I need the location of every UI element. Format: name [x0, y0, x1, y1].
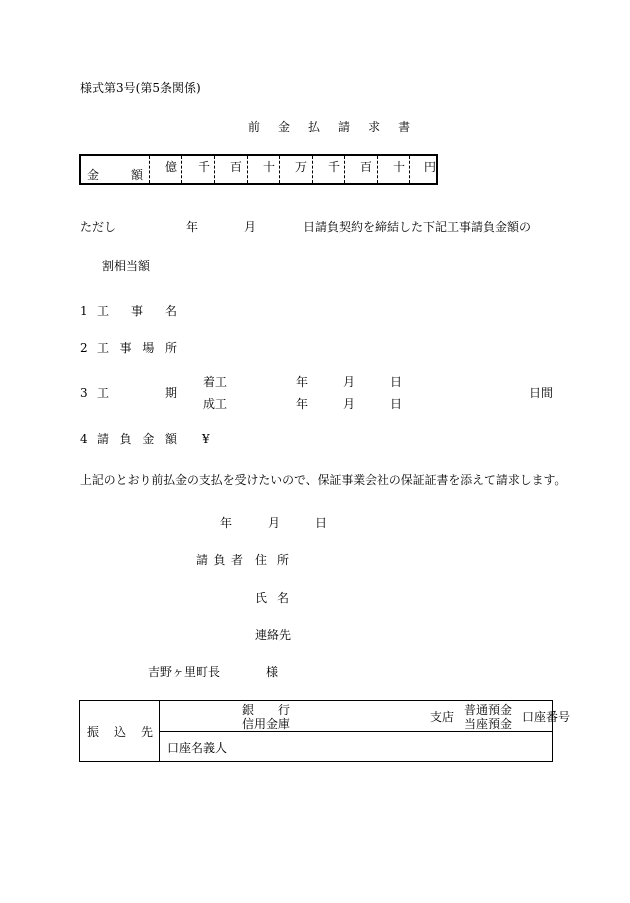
title-char: 書 — [398, 120, 411, 134]
label-char: 氏 — [255, 591, 268, 605]
period-end-month: 月 — [343, 397, 356, 411]
label-char: 住 — [255, 553, 268, 567]
amount-divider — [377, 156, 378, 183]
amount-unit: 円 — [424, 160, 437, 174]
deposit-type-current: 当座預金 — [464, 717, 513, 731]
bank-info-row[interactable] — [160, 701, 571, 732]
period-end-label: 成工 — [203, 397, 228, 411]
period-end-year: 年 — [296, 397, 309, 411]
amount-unit: 万 — [295, 160, 308, 174]
amount-unit: 百 — [230, 160, 243, 174]
label-char: 事 — [130, 304, 143, 318]
item-label-contract-amount — [97, 433, 177, 445]
amount-divider — [247, 156, 248, 183]
amount-divider — [409, 156, 410, 183]
label-char: 込 — [113, 725, 126, 739]
amount-unit: 百 — [360, 160, 373, 174]
label-char: 銀 — [242, 703, 255, 717]
title-char: 払 — [308, 120, 321, 134]
label-char: 工 — [97, 386, 110, 400]
label-char: 名 — [276, 591, 289, 605]
amount-unit: 千 — [328, 160, 341, 174]
amount-label — [87, 166, 143, 183]
label-char: 先 — [140, 725, 153, 739]
label-char: 所 — [276, 553, 289, 567]
period-start-day: 日 — [390, 375, 403, 389]
label-char: 工 — [97, 341, 110, 355]
amount-divider — [214, 156, 215, 183]
document-title — [248, 121, 410, 133]
title-char: 金 — [278, 120, 291, 134]
intro-year: 年 — [186, 220, 199, 234]
bank-label-cell — [80, 701, 160, 761]
claimant-contact-label: 連絡先 — [255, 628, 292, 642]
period-start-label: 着工 — [203, 375, 228, 389]
amount-divider — [279, 156, 280, 183]
period-start-month: 月 — [343, 375, 356, 389]
label-char: 負 — [213, 553, 226, 567]
date-month: 月 — [268, 516, 281, 530]
item-number: 2 — [80, 341, 88, 355]
label-char: 金 — [142, 432, 155, 446]
label-char: 事 — [119, 341, 132, 355]
amount-label-char: 金 — [87, 168, 100, 182]
amount-box[interactable] — [79, 154, 438, 185]
label-char: 額 — [164, 432, 177, 446]
claimant-address-label — [255, 554, 289, 566]
date-year: 年 — [220, 516, 233, 530]
label-char: 請 — [97, 432, 110, 446]
amount-divider — [149, 156, 150, 183]
item-number: 3 — [80, 386, 88, 400]
bank-label — [87, 726, 153, 738]
period-start-year: 年 — [296, 375, 309, 389]
amount-divider — [312, 156, 313, 183]
deposit-type-ordinary: 普通預金 — [464, 703, 513, 717]
amount-unit: 千 — [198, 160, 211, 174]
label-char: 場 — [142, 341, 155, 355]
item-label-construction-site — [97, 342, 177, 354]
period-days: 日間 — [529, 386, 554, 400]
addressee-honorific: 様 — [266, 665, 279, 679]
label-char: 負 — [119, 432, 132, 446]
addressee-name: 吉野ヶ里町長 — [148, 665, 221, 679]
yen-sign: ¥ — [202, 432, 210, 446]
intro-lead: ただし — [80, 220, 117, 234]
label-char: 行 — [277, 703, 290, 717]
claimant-title — [196, 554, 243, 566]
title-char: 求 — [368, 120, 381, 134]
label-char: 者 — [230, 553, 243, 567]
amount-unit: 十 — [393, 160, 406, 174]
title-char: 前 — [248, 120, 261, 134]
account-holder-label: 口座名義人 — [167, 741, 228, 755]
label-char: 請 — [196, 553, 209, 567]
bank-type-line1 — [242, 704, 290, 716]
intro-month: 月 — [244, 220, 257, 234]
bank-transfer-table — [79, 700, 571, 762]
bank-type-line2: 信用金庫 — [242, 717, 291, 731]
claimant-name-label — [255, 592, 289, 604]
amount-divider — [344, 156, 345, 183]
title-char: 請 — [338, 120, 351, 134]
date-day: 日 — [315, 516, 328, 530]
label-char: 期 — [164, 386, 177, 400]
label-char: 工 — [97, 304, 110, 318]
branch-label: 支店 — [430, 710, 455, 724]
item-number: 4 — [80, 432, 88, 446]
amount-unit: 億 — [165, 160, 178, 174]
amount-unit: 十 — [263, 160, 276, 174]
amount-divider — [181, 156, 182, 183]
label-char: 所 — [164, 341, 177, 355]
item-label-construction-period — [97, 387, 177, 399]
intro-text: 日請負契約を締結した下記工事請負金額の — [303, 220, 532, 234]
form-number: 様式第3号(第5条関係) — [80, 81, 201, 95]
item-label-construction-name — [97, 305, 177, 317]
label-char: 振 — [87, 725, 100, 739]
account-number-label: 口座番号 — [522, 710, 571, 724]
period-end-day: 日 — [390, 397, 403, 411]
amount-label-char: 額 — [130, 168, 143, 182]
intro-line2: 割相当額 — [102, 259, 151, 273]
label-char: 名 — [164, 304, 177, 318]
request-statement: 上記のとおり前払金の支払を受けたいので、保証事業会社の保証証書を添えて請求します。 — [80, 473, 567, 487]
item-number: 1 — [80, 304, 88, 318]
